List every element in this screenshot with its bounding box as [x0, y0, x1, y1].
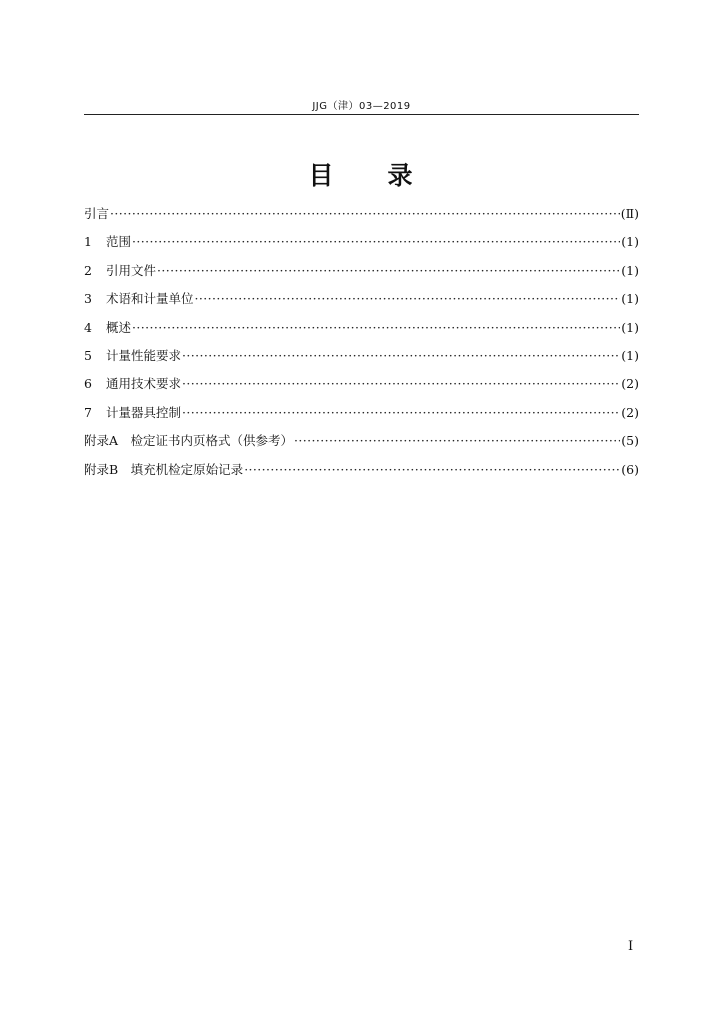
toc-page-number: (1)	[621, 347, 639, 363]
toc-label: 附录A 检定证书内页格式（供参考）	[84, 433, 294, 449]
toc-leader-dots	[182, 374, 620, 394]
toc-leader-dots	[244, 460, 620, 480]
toc-leader-dots	[182, 403, 620, 423]
title-char-2: 录	[387, 161, 415, 190]
toc-entry-1[interactable]	[84, 232, 639, 260]
toc-section-number: 5	[84, 347, 92, 363]
page-number: I	[628, 939, 634, 954]
toc-section-number: 4	[84, 319, 92, 335]
toc-leader-dots	[294, 431, 620, 451]
toc-page-number: (6)	[621, 461, 639, 477]
toc-page-number: (5)	[621, 433, 639, 449]
toc-entry-7[interactable]	[84, 403, 639, 431]
toc-label: 通用技术要求	[106, 376, 182, 392]
toc-label: 计量性能要求	[106, 347, 182, 363]
toc-section-number: 7	[84, 404, 92, 420]
title-char-1: 目	[308, 161, 336, 190]
toc-label: 计量器具控制	[106, 404, 182, 420]
toc-page-number: (2)	[621, 404, 639, 420]
toc-leader-dots	[195, 289, 621, 309]
toc-page-number: (1)	[621, 234, 639, 250]
toc-leader-dots	[110, 204, 620, 224]
toc-section-number: 6	[84, 376, 92, 392]
toc-section-number: 1	[84, 234, 92, 250]
toc-entry-4[interactable]	[84, 318, 639, 346]
toc-entry-appendix-a[interactable]	[84, 431, 639, 459]
running-header: JJG（津）03—2019	[312, 101, 411, 112]
toc-section-number: 3	[84, 291, 92, 307]
toc-leader-dots	[132, 232, 620, 252]
toc-leader-dots	[157, 261, 620, 281]
toc-entry-6[interactable]	[84, 374, 639, 402]
toc-entry-appendix-b[interactable]	[84, 460, 639, 488]
toc-leader-dots	[132, 318, 620, 338]
toc-label: 术语和计量单位	[106, 291, 194, 307]
header-rule	[84, 114, 639, 115]
page-title	[84, 156, 639, 192]
toc-label: 范围	[106, 234, 132, 250]
toc-page-number: (Ⅱ)	[620, 206, 639, 221]
toc-label: 概述	[106, 319, 132, 335]
table-of-contents	[84, 204, 639, 488]
toc-page-number: (1)	[621, 291, 639, 307]
toc-label: 引用文件	[106, 262, 157, 278]
toc-entry-3[interactable]	[84, 289, 639, 317]
toc-page-number: (2)	[621, 376, 639, 392]
toc-page-number: (1)	[621, 319, 639, 335]
toc-leader-dots	[182, 346, 620, 366]
toc-entry-2[interactable]	[84, 261, 639, 289]
toc-page-number: (1)	[621, 262, 639, 278]
toc-section-number: 2	[84, 262, 92, 278]
toc-entry-5[interactable]	[84, 346, 639, 374]
toc-entry-foreword[interactable]	[84, 204, 639, 232]
toc-label: 引言	[84, 206, 110, 221]
toc-label: 附录B 填充机检定原始记录	[84, 461, 244, 477]
